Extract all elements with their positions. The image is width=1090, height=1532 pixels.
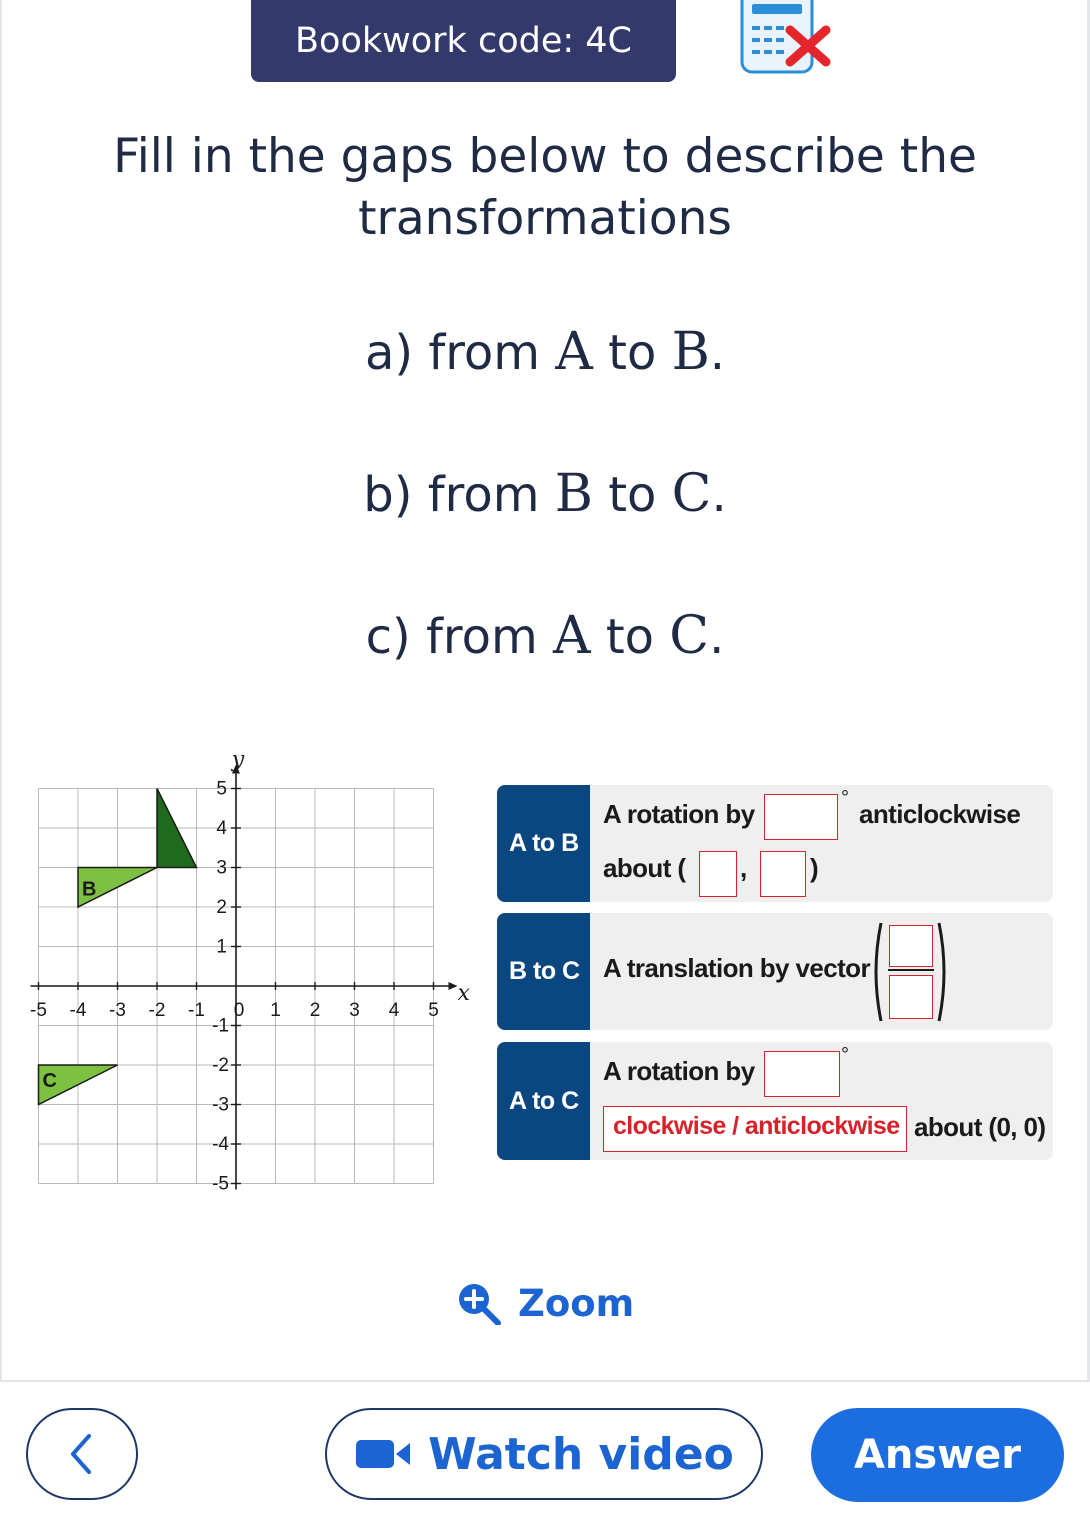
part-a-suffix: .	[709, 325, 726, 381]
y-tick-label: 1	[216, 936, 227, 958]
part-b	[0, 464, 1090, 524]
a-to-b-center-x-input[interactable]	[699, 851, 737, 897]
part-b-suffix: .	[711, 467, 727, 523]
part-a-mid: to	[592, 325, 672, 381]
direction-choice-text[interactable]: clockwise / anticlockwise	[613, 1112, 900, 1140]
y-tick-label: -2	[212, 1055, 229, 1076]
y-tick-label: -3	[212, 1094, 229, 1116]
x-tick-label: 3	[349, 1000, 360, 1021]
x-axis-label: x	[457, 981, 470, 1006]
bookwork-code-banner	[251, 0, 676, 82]
vector-y-input[interactable]	[889, 975, 933, 1019]
x-axis-arrow	[449, 982, 458, 990]
x-tick-label: -5	[30, 1000, 47, 1021]
x-tick-label: -2	[148, 1000, 166, 1021]
bookwork-code-text: Bookwork code: 4C	[295, 21, 632, 61]
frame-left-border	[0, 0, 2, 1380]
answer-button[interactable]	[811, 1408, 1064, 1502]
zoom-in-icon	[456, 1281, 504, 1325]
zoom-label: Zoom	[518, 1281, 635, 1325]
answer-panel-a-to-c	[497, 1042, 1053, 1160]
x-tick-label: -4	[69, 1000, 87, 1021]
triangle-label-c: C	[42, 1069, 57, 1092]
x-tick-label: -1	[188, 1000, 205, 1021]
a-to-b-center-y-input[interactable]	[760, 851, 806, 897]
footer-divider	[0, 1380, 1090, 1382]
chevron-left-icon	[67, 1432, 97, 1476]
coordinate-grid	[30, 748, 490, 1208]
a-to-b-about-label: about (	[603, 853, 686, 883]
part-c-suffix: .	[709, 609, 725, 665]
y-tick-label: -4	[212, 1134, 229, 1155]
a-to-c-degree-symbol: °	[841, 1044, 849, 1066]
y-axis-label: y	[231, 748, 245, 773]
part-a-prefix: a) from	[364, 325, 556, 381]
part-c-to: C	[669, 606, 710, 666]
answer-panel-b-to-c	[497, 913, 1053, 1030]
a-to-c-rotation-label: A rotation by	[603, 1056, 755, 1086]
part-b-mid: to	[592, 467, 672, 523]
y-tick-label: -5	[212, 1173, 229, 1195]
part-b-from: B	[554, 464, 593, 524]
triangle-label-b: B	[82, 878, 97, 901]
x-tick-label: 4	[388, 1000, 400, 1021]
tag-b-to-c: B to C	[497, 913, 590, 1030]
part-b-to: C	[671, 464, 712, 524]
vector-x-input[interactable]	[889, 925, 933, 967]
part-a-to: B	[671, 322, 710, 382]
y-tick-label: 3	[216, 857, 227, 879]
part-a-from: A	[555, 322, 593, 382]
a-to-b-close-paren: )	[810, 853, 819, 883]
part-c-prefix: c) from	[365, 609, 553, 665]
part-b-prefix: b) from	[363, 467, 555, 523]
a-to-b-rotation-label: A rotation by	[603, 799, 755, 829]
back-button[interactable]	[26, 1408, 138, 1500]
x-tick-label: -3	[109, 1000, 126, 1021]
x-tick-label: 0	[233, 1000, 245, 1021]
y-tick-label: -1	[212, 1015, 229, 1037]
part-c	[0, 606, 1090, 666]
watch-video-label: Watch video	[428, 1428, 734, 1480]
video-camera-icon	[354, 1437, 412, 1471]
tag-a-to-b: A to B	[497, 785, 590, 902]
answer-label: Answer	[853, 1432, 1022, 1478]
b-to-c-translation-label: A translation by vector	[603, 953, 870, 983]
part-c-mid: to	[590, 609, 670, 665]
part-c-from: A	[553, 606, 591, 666]
calculator-not-allowed-icon	[738, 0, 838, 76]
x-tick-label: 2	[309, 1000, 321, 1021]
vector-divider	[888, 969, 934, 971]
question-title: Fill in the gaps below to describe the transformations	[113, 129, 977, 246]
triangle-label-a: A	[141, 793, 156, 816]
y-tick-label: 4	[216, 818, 227, 839]
zoom-button[interactable]	[456, 1280, 634, 1326]
a-to-c-about-label: about (0, 0)	[914, 1112, 1046, 1142]
y-tick-label: 5	[216, 778, 227, 800]
part-a	[0, 322, 1090, 382]
a-to-b-angle-input[interactable]	[764, 794, 838, 840]
x-tick-label: 1	[270, 1000, 281, 1021]
a-to-b-direction: anticlockwise	[859, 799, 1021, 829]
a-to-b-line1	[603, 799, 755, 830]
answer-panel-a-to-b	[497, 785, 1053, 902]
watch-video-button[interactable]	[325, 1408, 763, 1500]
x-tick-label: 5	[428, 1000, 439, 1021]
y-tick-label: 2	[216, 897, 227, 918]
a-to-b-degree-symbol: °	[841, 787, 849, 809]
tag-a-to-c: A to C	[497, 1042, 590, 1160]
a-to-b-comma: ,	[740, 853, 747, 883]
a-to-c-angle-input[interactable]	[764, 1051, 840, 1097]
